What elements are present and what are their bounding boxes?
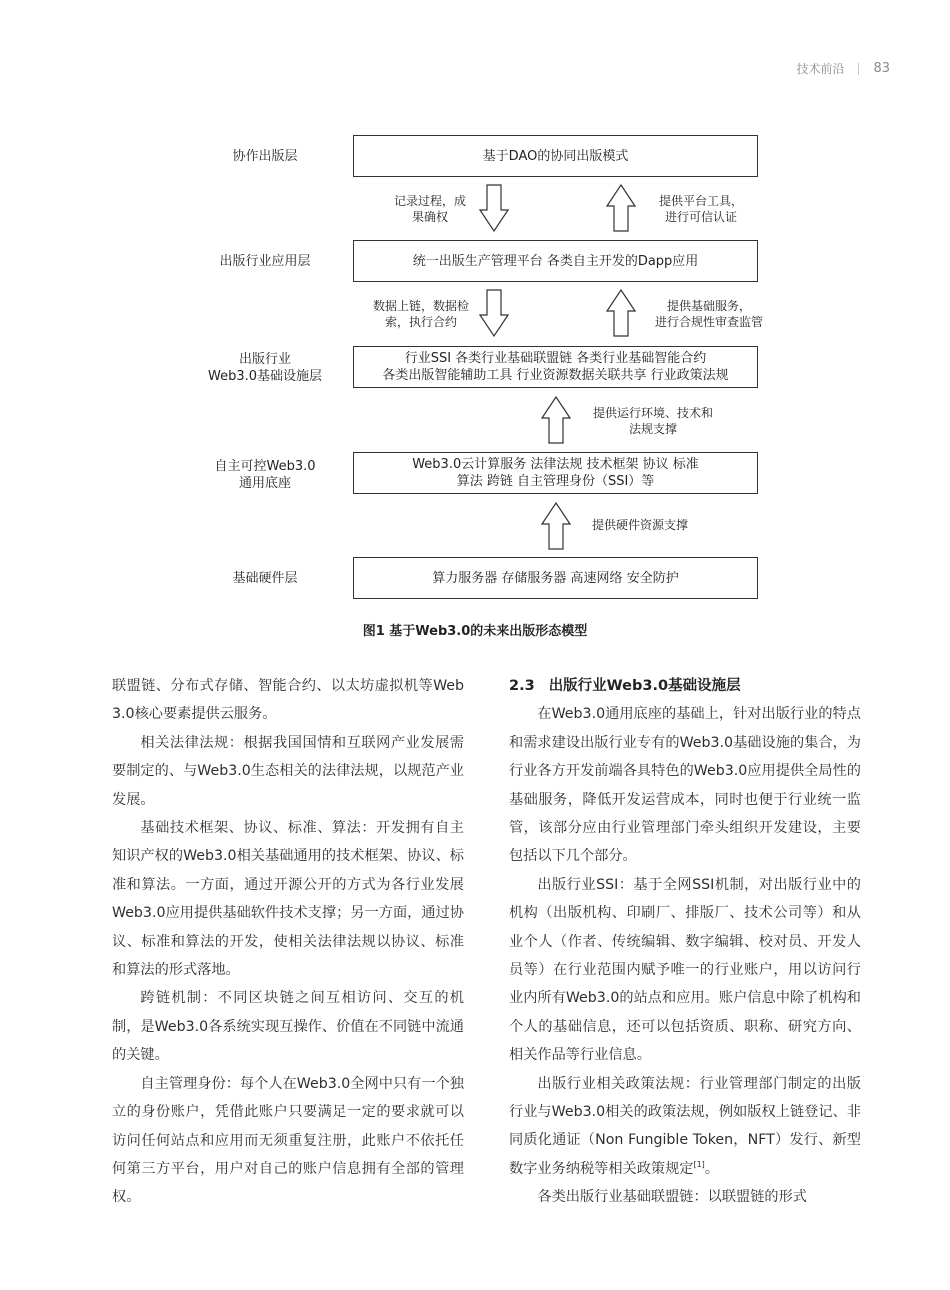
paragraph-end: 。 — [704, 1160, 719, 1177]
paragraph-text: 出版行业相关政策法规：行业管理部门制定的出版行业与Web3.0相关的政策法规，例如版权上链登记、非同质化通证（Non Fungible Token，NFT）发行、新型数字业务纳税等相关政策规定 — [509, 1075, 861, 1177]
paragraph: 在Web3.0通用底座的基础上，针对出版行业的特点和需求建设出版行业专有的Web3.0基础设施的集合，为行业各方开发前端各具特色的Web3.0应用提供全局性的基础服务，降低开发运营成本，同时也便于行业统一监管，该部分应由行业管理部门牵头组织开发建设，主要包括以下几个部分。 — [509, 706, 861, 865]
paragraph: 跨链机制：不同区块链之间互相访问、交互的机制，是Web3.0各系统实现互操作、价值在不同链中流通的关键。 — [112, 990, 464, 1064]
left-column — [112, 672, 464, 1212]
layer-box: 统一出版生产管理平台 各类自主开发的Dapp应用 — [353, 240, 758, 282]
flow-down-note: 记录过程，成 果确权 — [393, 194, 466, 224]
layer-label: 出版行业 Web3.0基础设施层 — [207, 352, 323, 384]
down-arrow-icon — [479, 184, 509, 232]
section-name: 技术前沿 — [796, 62, 845, 76]
up-arrow-icon — [606, 289, 636, 337]
section-number: 2.3 — [509, 678, 535, 694]
citation-ref[interactable]: [1] — [693, 1159, 705, 1169]
section-heading — [509, 672, 861, 700]
layer-box: 基于DAO的协同出版模式 — [353, 135, 758, 177]
layer-label: 出版行业应用层 — [219, 254, 311, 269]
up-arrow-icon — [541, 502, 571, 550]
paragraph: 自主管理身份：每个人在Web3.0全网中只有一个独立的身份账户，凭借此账户只要满足一定的要求就可以访问任何站点和应用而无须重复注册，此账户不依托任何第三方平台，用户对自己的账户信息拥有全部的管理权。 — [112, 1075, 464, 1206]
paragraph: 联盟链、分布式存储、智能合约、以太坊虚拟机等Web3.0核心要素提供云服务。 — [112, 678, 464, 723]
up-arrow-icon — [606, 184, 636, 232]
flow-down-note: 数据上链，数据检 索，执行合约 — [372, 299, 469, 329]
paragraph — [509, 1070, 861, 1184]
flow-up-note: 提供基础服务， 进行合规性审查监管 — [654, 299, 763, 329]
layer-box: 算力服务器 存储服务器 高速网络 安全防护 — [353, 557, 758, 599]
flow-up-note: 提供硬件资源支撑 — [592, 518, 689, 532]
paragraph: 基础技术框架、协议、标准、算法：开发拥有自主知识产权的Web3.0相关基础通用的技术框架、协议、标准和算法。一方面，通过开源公开的方式为各行业发展Web3.0应用提供基础软件技术支撑；另一方面，通过协议、标准和算法的开发，使相关法律法规以协议、标准和算法的形式落地。 — [112, 820, 464, 979]
up-arrow-icon — [541, 396, 571, 444]
section-title: 出版行业Web3.0基础设施层 — [548, 678, 741, 694]
layer-label: 协作出版层 — [232, 149, 298, 164]
layer-box: 行业SSI 各类行业基础联盟链 各类行业基础智能合约 各类出版智能辅助工具 行业资源数据关联共享 行业政策法规 — [353, 346, 758, 388]
flow-up-note: 提供平台工具， 进行可信认证 — [658, 194, 743, 224]
layer-box: Web3.0云计算服务 法律法规 技术框架 协议 标准 算法 跨链 自主管理身份（SSI）等 — [353, 452, 758, 494]
running-header — [796, 60, 890, 77]
header-divider — [858, 63, 859, 75]
layer-label: 自主可控Web3.0 通用底座 — [214, 459, 316, 491]
paragraph: 出版行业SSI：基于全网SSI机制，对出版行业中的机构（出版机构、印刷厂、排版厂、技术公司等）和从业个人（作者、传统编辑、数字编辑、校对员、开发人员等）在行业范围内赋予唯一的行业账户，用以访问行业内所有Web3.0的站点和应用。账户信息中除了机构和个人的基础信息，还可以包括资质、职称、研究方向、相关作品等行业信息。 — [509, 876, 861, 1064]
paragraph: 各类出版行业基础联盟链：以联盟链的形式 — [537, 1189, 807, 1206]
figure-caption: 图1 基于Web3.0的未来出版形态模型 — [362, 624, 588, 639]
layer-label: 基础硬件层 — [232, 571, 298, 586]
page-number: 83 — [873, 61, 890, 76]
paragraph: 相关法律法规：根据我国国情和互联网产业发展需要制定的、与Web3.0生态相关的法律法规，以规范产业发展。 — [112, 734, 464, 808]
right-column — [509, 672, 861, 1212]
flow-up-note: 提供运行环境、技术和 法规支撑 — [592, 406, 713, 436]
down-arrow-icon — [479, 289, 509, 337]
